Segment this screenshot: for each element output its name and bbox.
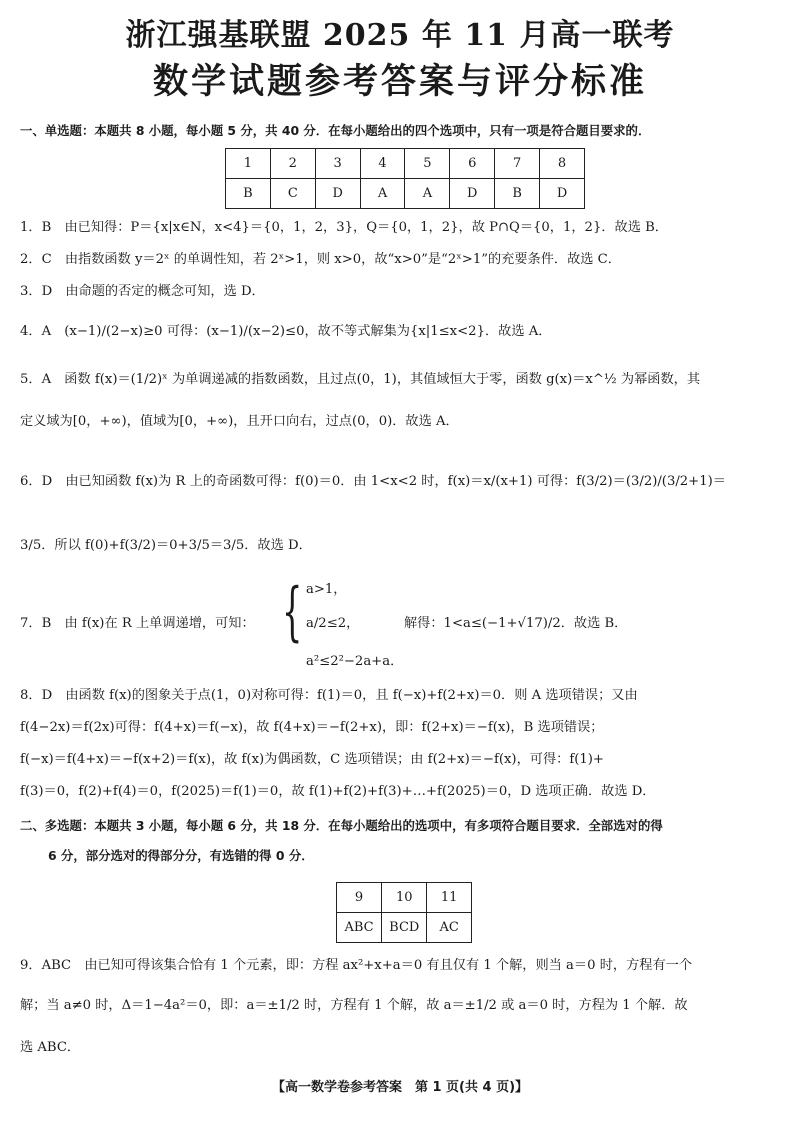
table-cell: 10 [382,883,427,913]
table-row [337,913,472,943]
solution-8-line1: 8．D 由函数 f(x)的图象关于点(1，0)对称可得：f(1)＝0，且 f(−x)+f(2+x)＝0．则 A 选项错误；又由 [20,688,638,703]
table-cell: 11 [427,883,472,913]
table-cell: 3 [315,149,360,179]
solution-6-line2: 3/5．所以 f(0)+f(3/2)＝0+3/5＝3/5．故选 D． [20,538,312,553]
solution-6-line1: 6．D 由已知函数 f(x)为 R 上的奇函数可得：f(0)＝0．由 1<x<2 时，f(x)＝x/(x+1) 可得：f(3/2)＝(3/2)/(3/2+1)＝ [20,474,726,489]
table-cell: 1 [226,149,271,179]
table-row [337,883,472,913]
solution-1: 1．B 由已知得：P＝{x|x∈N，x<4}＝{0，1，2，3}，Q＝{0，1，2}，故 P∩Q＝{0，1，2}．故选 B． [20,220,668,235]
condition-1: a>1， [306,582,347,597]
section2-heading: 二、多选题：本题共 3 小题，每小题 6 分，共 18 分．在每小题给出的选项中，有多项符合题目要求．全部选对的得 [20,818,663,833]
table-cell: D [315,179,360,209]
table-cell: A [405,179,450,209]
table-cell: 9 [337,883,382,913]
table-row [226,179,585,209]
table-cell: 8 [540,149,585,179]
condition-3: a²≤2²−2a+a． [306,654,404,669]
table-cell: D [450,179,495,209]
page-title: 浙江强基联盟 2025 年 11 月高一联考 [125,18,675,53]
table-cell: A [360,179,405,209]
page-subtitle: 数学试题参考答案与评分标准 [152,61,647,102]
section1-heading: 一、单选题：本题共 8 小题，每小题 5 分，共 40 分．在每小题给出的四个选项中，只有一项是符合题目要求的． [20,123,651,138]
table-cell: 4 [360,149,405,179]
table-cell: ABC [337,913,382,943]
page-footer: 【高一数学卷参考答案 第 1 页(共 4 页)】 [271,1080,529,1095]
solution-8-line3: f(−x)＝f(4+x)＝−f(x+2)＝f(x)，故 f(x)为偶函数，C 选项错误；由 f(2+x)＝−f(x)，可得：f(1)+ [20,752,604,767]
table-cell: C [270,179,315,209]
table-cell: 5 [405,149,450,179]
solution-3: 3．D 由命题的否定的概念可知，选 D． [20,284,265,299]
answer-table-single [225,148,585,209]
solution-9-line1: 9．ABC 由已知可得该集合恰有 1 个元素，即：方程 ax²+x+a＝0 有且仅有 1 个解，则当 a＝0 时，方程有一个 [20,958,693,973]
table-cell: AC [427,913,472,943]
table-cell: 6 [450,149,495,179]
solution-4: 4．A (x−1)/(2−x)≥0 可得：(x−1)/(x−2)≤0，故不等式解集为{x|1≤x<2}．故选 A． [20,324,552,339]
answer-table-multi [336,882,472,943]
solution-5-line1: 5．A 函数 f(x)＝(1/2)ˣ 为单调递减的指数函数，且过点(0，1)，其值域恒大于零，函数 g(x)＝x^½ 为幂函数，其 [20,372,701,387]
section2-heading-cont: 6 分，部分选对的得部分分，有选错的得 0 分． [48,848,314,863]
table-cell: BCD [382,913,427,943]
table-row [226,149,585,179]
table-cell: D [540,179,585,209]
table-cell: 7 [495,149,540,179]
solution-8-line4: f(3)＝0，f(2)+f(4)＝0，f(2025)＝f(1)＝0，故 f(1)+f(2)+f(3)+…+f(2025)＝0，D 选项正确．故选 D． [20,784,656,799]
solution-8-line2: f(4−2x)＝f(2x)可得：f(4+x)＝f(−x)，故 f(4+x)＝−f(2+x)，即：f(2+x)＝−f(x)，B 选项错误； [20,720,604,735]
table-cell: 2 [270,149,315,179]
solution-9-line3: 选 ABC． [20,1040,81,1055]
solution-7-result: 解得：1<a≤(−1+√17)/2．故选 B． [404,616,628,631]
solution-5-line2: 定义域为[0，+∞)，值域为[0，+∞)，且开口向右，过点(0，0)．故选 A． [20,414,459,429]
table-cell: B [226,179,271,209]
solution-9-line2: 解；当 a≠0 时，Δ＝1−4a²＝0，即：a＝±1/2 时，方程有 1 个解，故 a＝±1/2 或 a＝0 时，方程为 1 个解．故 [20,998,688,1013]
condition-2: a/2≤2， [306,616,360,631]
solution-7-intro: 7．B 由 f(x)在 R 上单调递增，可知： [20,616,255,631]
table-cell: B [495,179,540,209]
solution-2: 2．C 由指数函数 y＝2ˣ 的单调性知，若 2ˣ>1，则 x>0，故“x>0”是“2ˣ>1”的充要条件．故选 C． [20,252,621,267]
brace-symbol: { [282,575,303,649]
